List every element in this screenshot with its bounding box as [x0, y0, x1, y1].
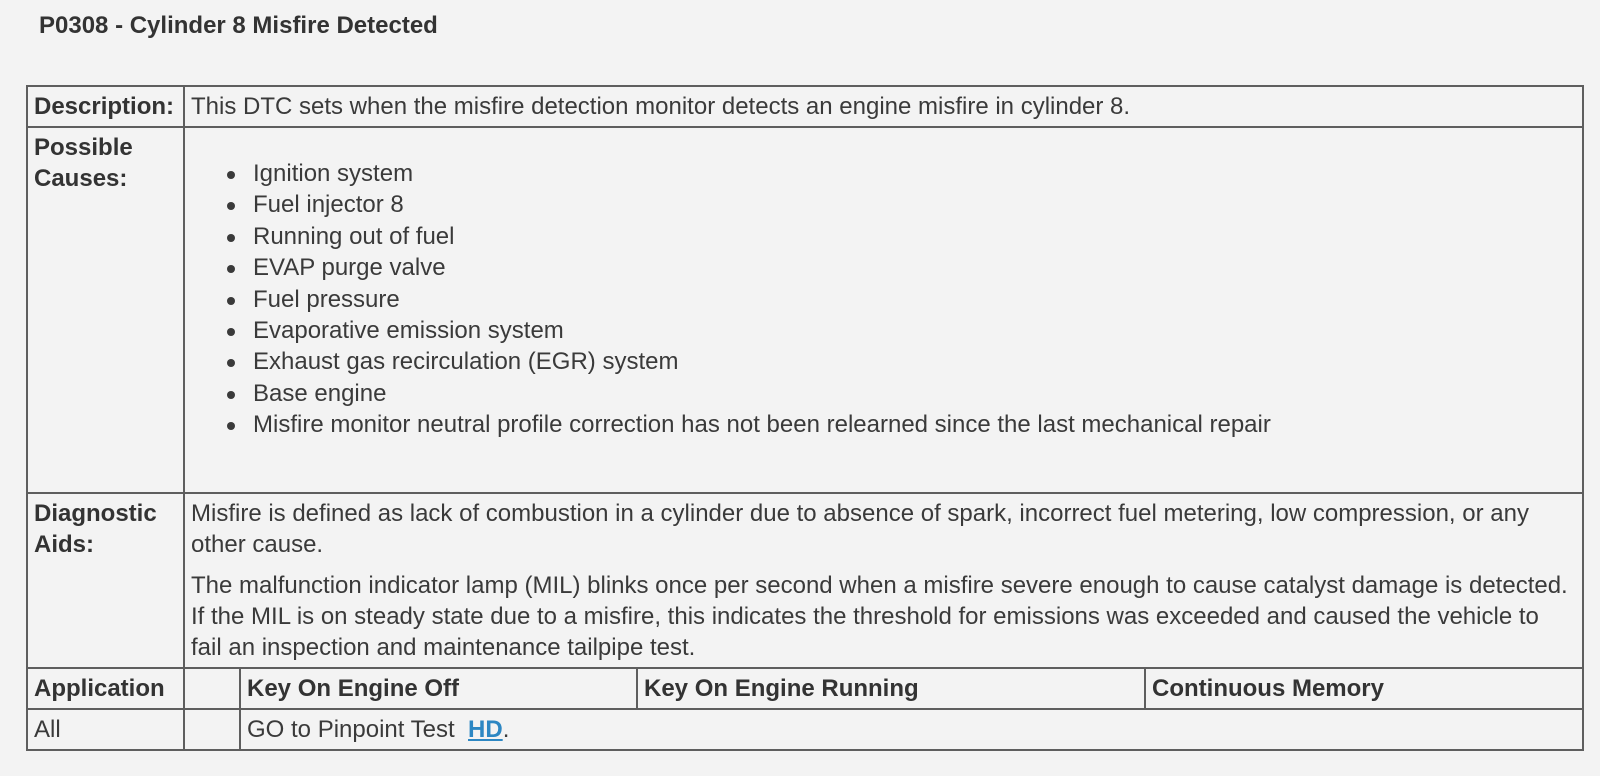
- diagnostic-aids-label: [27, 493, 184, 668]
- cause-item: Base engine: [253, 378, 1576, 409]
- empty-cell: [184, 709, 240, 750]
- application-value: All: [27, 709, 184, 750]
- application-action-cell: [240, 709, 1583, 750]
- cause-item: Evaporative emission system: [253, 315, 1576, 346]
- koer-header: Key On Engine Running: [637, 668, 1145, 709]
- possible-causes-label: [27, 127, 184, 493]
- cause-item: Exhaust gas recirculation (EGR) system: [253, 346, 1576, 377]
- possible-causes-list: [191, 158, 1576, 441]
- empty-header-cell: [184, 668, 240, 709]
- cause-item: Ignition system: [253, 158, 1576, 189]
- possible-causes-cell: [184, 127, 1583, 493]
- cause-item: Misfire monitor neutral profile correction has not been relearned since the last mechanical repair: [253, 409, 1576, 440]
- description-text: This DTC sets when the misfire detection monitor detects an engine misfire in cylinder 8.: [184, 86, 1583, 127]
- cause-item: Fuel pressure: [253, 284, 1576, 315]
- diagnostic-aids-label-line2: Aids:: [34, 531, 94, 558]
- cause-item: EVAP purge valve: [253, 252, 1576, 283]
- page-title: P0308 - Cylinder 8 Misfire Detected: [39, 12, 438, 39]
- possible-causes-label-line2: Causes:: [34, 165, 128, 192]
- application-action-trailing: .: [502, 716, 510, 743]
- diagnostic-aids-row: [27, 493, 1583, 668]
- cause-item: Fuel injector 8: [253, 189, 1576, 220]
- application-header: Application: [27, 668, 184, 709]
- application-row: [27, 709, 1583, 750]
- description-label: Description:: [27, 86, 184, 127]
- koeo-header: Key On Engine Off: [240, 668, 637, 709]
- diagnostic-aids-label-line1: Diagnostic: [34, 500, 157, 527]
- application-header-row: [27, 668, 1583, 709]
- diagnostic-aids-paragraph-2: The malfunction indicator lamp (MIL) blinks once per second when a misfire severe enough to cause catalyst damage is detected. If the MIL is on steady state due to a misfire, this indicates the threshold for emissions was exceeded and caused the vehicle to fail an inspection and maintenance tailpipe test.: [191, 572, 1568, 661]
- possible-causes-row: [27, 127, 1583, 493]
- possible-causes-label-line1: Possible: [34, 134, 133, 161]
- description-row: [27, 86, 1583, 127]
- dtc-info-table: [26, 85, 1584, 751]
- diagnostic-aids-paragraph-1: Misfire is defined as lack of combustion in a cylinder due to absence of spark, incorrect fuel metering, low compression, or any other cause.: [191, 500, 1529, 558]
- continuous-memory-header: Continuous Memory: [1145, 668, 1583, 709]
- cause-item: Running out of fuel: [253, 221, 1576, 252]
- application-action-text: GO to Pinpoint Test: [247, 716, 455, 743]
- pinpoint-test-hd-link[interactable]: HD: [468, 716, 503, 743]
- diagnostic-aids-cell: [184, 493, 1583, 668]
